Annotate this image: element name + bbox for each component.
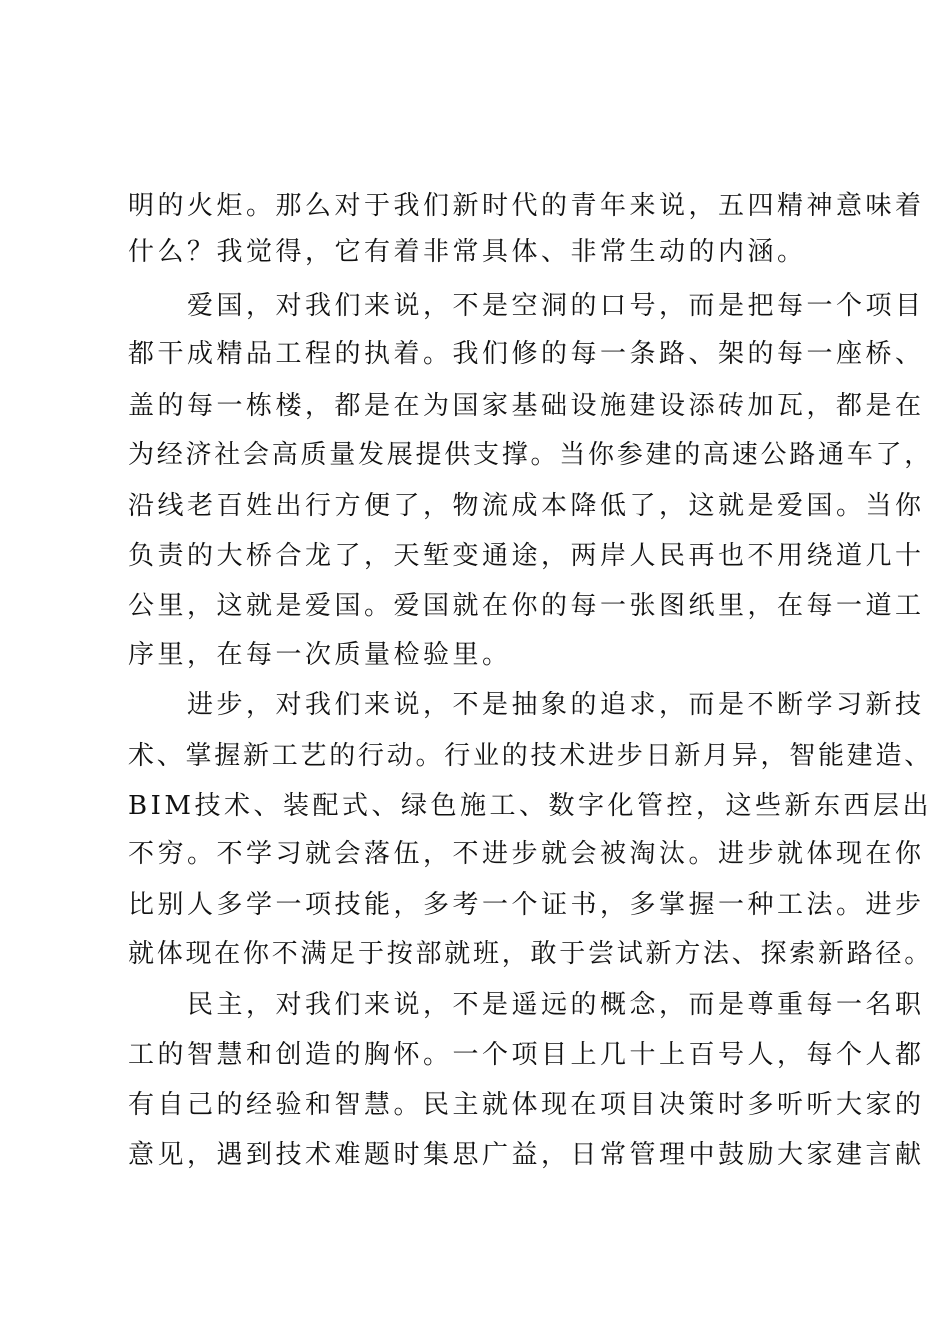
text-line: 序里，在每一次质量检验里。 <box>128 640 512 670</box>
text-line: 什么？我觉得，它有着非常具体、非常生动的内涵。 <box>128 237 807 267</box>
text-line: 术、掌握新工艺的行动。行业的技术进步日新月异，智能建造、 <box>128 741 934 771</box>
text-line: 沿线老百姓出行方便了，物流成本降低了，这就是爱国。当你 <box>128 491 925 521</box>
text-line: 就体现在你不满足于按部就班，敢于尝试新方法、探索新路径。 <box>128 939 934 969</box>
text-line: 都干成精品工程的执着。我们修的每一条路、架的每一座桥、 <box>128 339 925 369</box>
text-line: 爱国，对我们来说，不是空洞的口号，而是把每一个项目 <box>128 291 925 321</box>
text-line: BIM技术、装配式、绿色施工、数字化管控，这些新东西层出 <box>128 791 932 821</box>
text-line: 公里，这就是爱国。爱国就在你的每一张图纸里，在每一道工 <box>128 591 925 621</box>
text-line: 有自己的经验和智慧。民主就体现在项目决策时多听听大家的 <box>128 1090 925 1120</box>
text-line: 不穷。不学习就会落伍，不进步就会被淘汰。进步就体现在你 <box>128 839 925 869</box>
text-line: 意见，遇到技术难题时集思广益，日常管理中鼓励大家建言献 <box>128 1140 925 1170</box>
text-line: 明的火炬。那么对于我们新时代的青年来说，五四精神意味着 <box>128 191 925 221</box>
text-line: 负责的大桥合龙了，天堑变通途，两岸人民再也不用绕道几十 <box>128 541 925 571</box>
text-line: 为经济社会高质量发展提供支撑。当你参建的高速公路通车了， <box>128 440 934 470</box>
text-line: 工的智慧和创造的胸怀。一个项目上几十上百号人，每个人都 <box>128 1040 925 1070</box>
text-line: 比别人多学一项技能，多考一个证书，多掌握一种工法。进步 <box>128 890 925 920</box>
text-line: 民主，对我们来说，不是遥远的概念，而是尊重每一名职 <box>128 990 925 1020</box>
text-line: 盖的每一栋楼，都是在为国家基础设施建设添砖加瓦，都是在 <box>128 391 925 421</box>
text-line: 进步，对我们来说，不是抽象的追求，而是不断学习新技 <box>128 690 925 720</box>
